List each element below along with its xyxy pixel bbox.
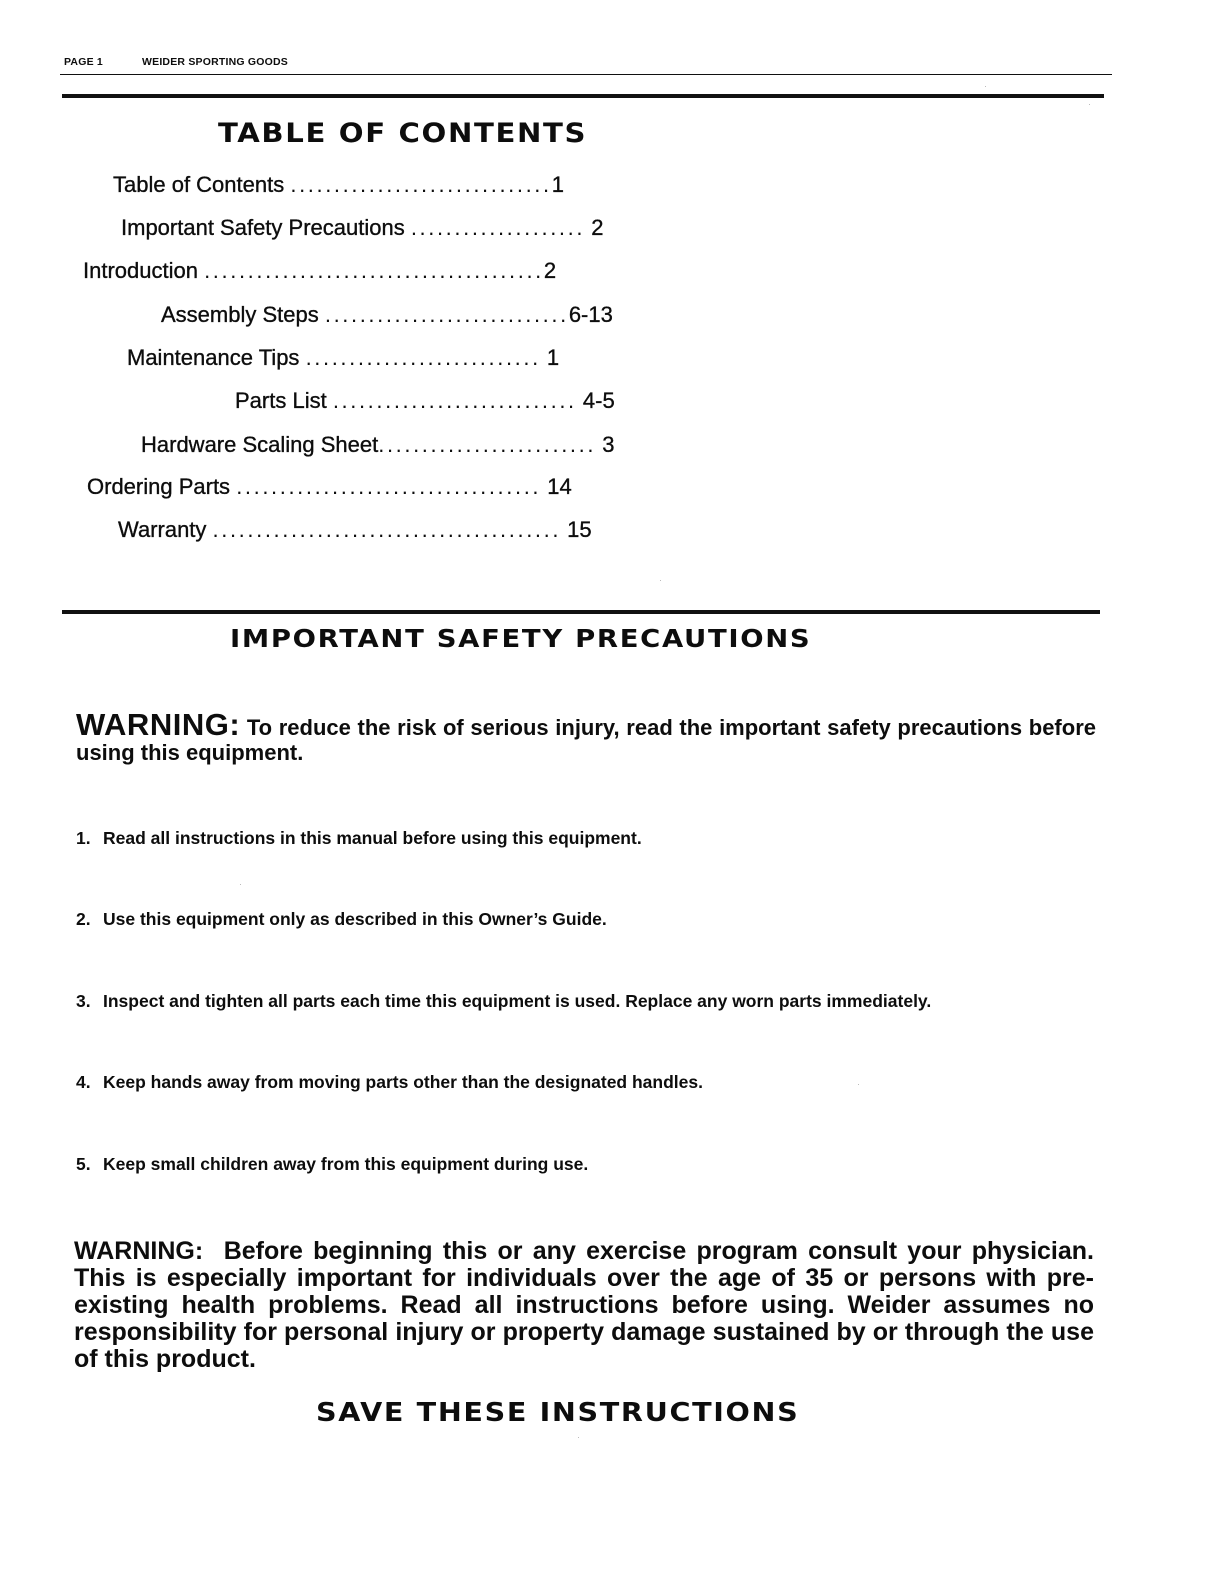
toc-entry[interactable]	[235, 388, 615, 414]
toc-entry-page: 2	[591, 215, 604, 240]
scan-speck	[985, 86, 986, 87]
scan-speck	[1089, 104, 1090, 105]
scan-speck	[660, 580, 661, 581]
toc-leader-dots: ....................	[410, 215, 586, 240]
list-item-number: 1.	[76, 828, 91, 848]
toc-entry[interactable]	[121, 215, 603, 241]
toc-entry-label: Assembly Steps	[161, 302, 319, 327]
list-item-text: Use this equipment only as described in this Owner’s Guide.	[103, 909, 607, 929]
toc-entry[interactable]	[127, 345, 559, 371]
list-item-text: Keep hands away from moving parts other than the designated handles.	[103, 1072, 703, 1092]
toc-entry-label: Ordering Parts	[87, 474, 231, 499]
list-item	[76, 1072, 703, 1093]
header-thick-rule	[62, 94, 1104, 98]
warning-label: WARNING:	[76, 707, 241, 742]
toc-entry[interactable]	[161, 302, 613, 328]
toc-leader-dots: ............................	[332, 388, 577, 413]
list-item-number: 3.	[76, 991, 91, 1011]
warning-label: WARNING:	[74, 1237, 204, 1265]
toc-title: TABLE OF CONTENTS	[218, 118, 588, 149]
toc-entry[interactable]	[87, 474, 572, 500]
toc-entry-page: 2	[543, 258, 557, 283]
save-instructions-title: SAVE THESE INSTRUCTIONS	[316, 1398, 800, 1428]
list-item-text: Read all instructions in this manual before using this equipment.	[103, 828, 642, 848]
toc-entry-page: 3	[602, 432, 615, 457]
toc-entry-page: 4-5	[582, 388, 615, 413]
scan-speck	[578, 1437, 579, 1438]
scan-speck	[240, 884, 241, 885]
toc-entry-page: 1	[546, 345, 560, 370]
safety-title: IMPORTANT SAFETY PRECAUTIONS	[230, 624, 812, 653]
toc-entry-label: Maintenance Tips	[127, 345, 300, 370]
list-item	[76, 991, 931, 1012]
toc-entry-label: Important Safety Precautions	[121, 215, 405, 240]
toc-leader-dots: .........................	[378, 432, 597, 457]
toc-leader-dots: ...........................	[305, 345, 541, 370]
toc-leader-dots: ...................................	[236, 474, 542, 499]
list-item-number: 2.	[76, 909, 91, 929]
page-number-label: PAGE 1	[64, 56, 103, 68]
toc-entry[interactable]	[118, 517, 592, 543]
toc-entry-page: 15	[567, 517, 592, 542]
physician-warning-text: Before beginning this or any exercise program consult your physician. This is especially important for individuals over the age of 35 or persons with pre-existing health problems. Read all instructions before using. Weider assumes no responsibility for personal injury or property damage sustained by or through the use of this product.	[74, 1237, 1094, 1373]
list-item-text: Inspect and tighten all parts each time this equipment is used. Replace any worn parts immediately.	[103, 991, 932, 1011]
warning-paragraph	[76, 707, 1096, 765]
safety-rule	[62, 610, 1100, 614]
toc-leader-dots: ............................	[324, 302, 569, 327]
toc-entry-page: 6-13	[568, 302, 613, 327]
toc-entry-label: Parts List	[235, 388, 327, 413]
list-item-number: 5.	[76, 1154, 91, 1174]
warning-text: To reduce the risk of serious injury, read the important safety precautions before using this equipment.	[76, 715, 1096, 765]
toc-entry[interactable]	[83, 258, 556, 284]
toc-entry[interactable]	[141, 432, 614, 458]
toc-entry-page: 14	[547, 474, 572, 499]
physician-warning-paragraph	[74, 1238, 1094, 1373]
scan-speck	[858, 1084, 859, 1085]
toc-entry-label: Table of Contents	[113, 172, 285, 197]
list-item-text: Keep small children away from this equipment during use.	[103, 1154, 589, 1174]
toc-leader-dots: ..............................	[290, 172, 552, 197]
toc-entry-label: Hardware Scaling Sheet	[141, 432, 379, 457]
list-item-number: 4.	[76, 1072, 91, 1092]
list-item	[76, 909, 607, 930]
header-rule	[60, 74, 1112, 75]
toc-entry-page: 1	[551, 172, 564, 197]
toc-entry-label: Warranty	[118, 517, 207, 542]
company-name: WEIDER SPORTING GOODS	[142, 56, 288, 68]
toc-entry[interactable]	[113, 172, 564, 198]
page-header	[64, 56, 1114, 68]
toc-leader-dots: .......................................	[204, 258, 544, 283]
list-item	[76, 1154, 588, 1175]
list-item	[76, 828, 642, 849]
toc-entry-label: Introduction	[83, 258, 198, 283]
toc-leader-dots: ........................................	[212, 517, 562, 542]
